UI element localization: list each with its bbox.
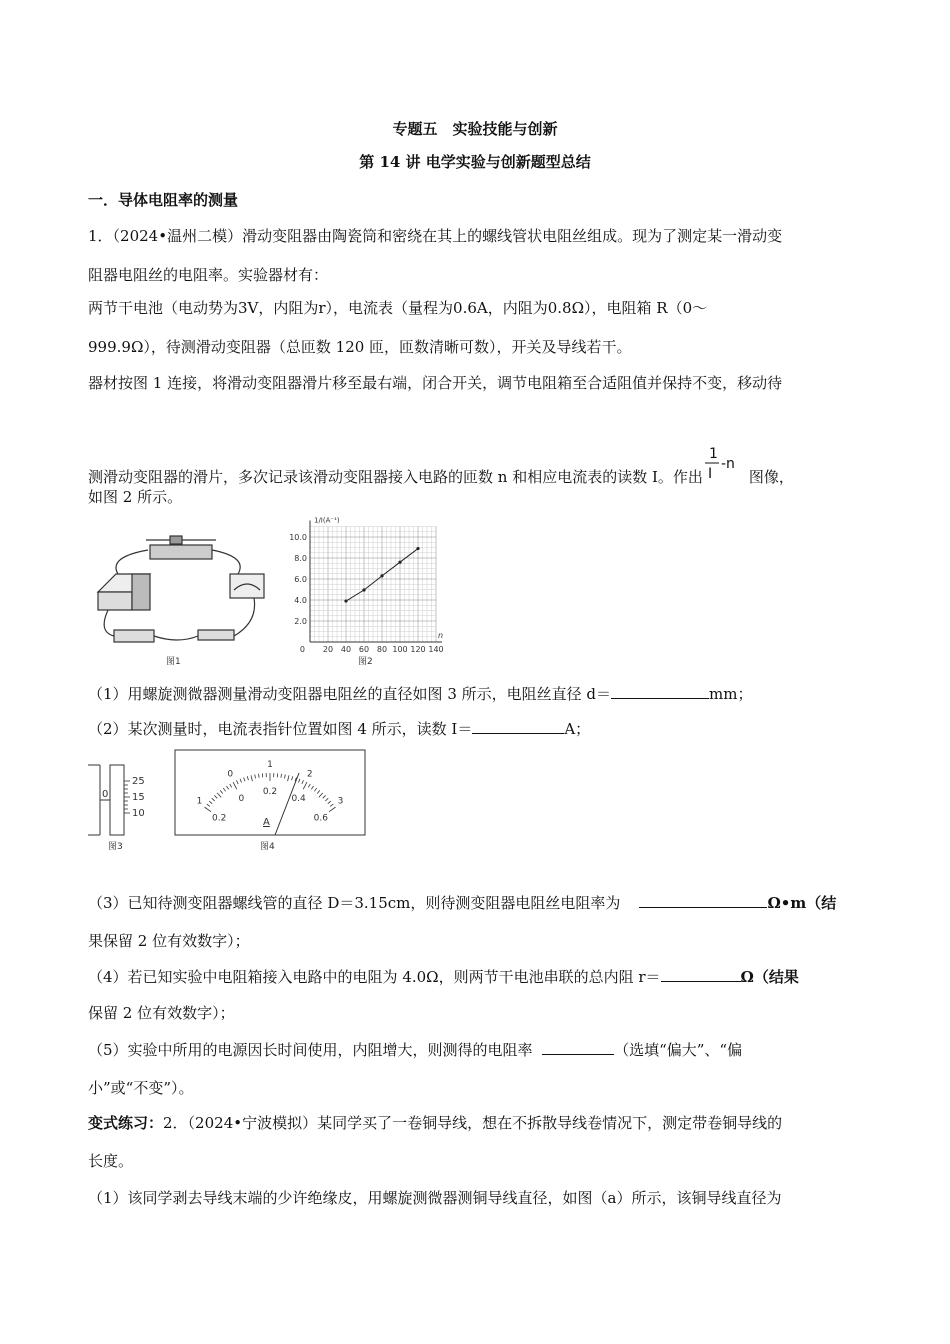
sub2-unit: A；: [564, 720, 591, 738]
q1-sub1: [88, 683, 752, 704]
dial-top-label: 1: [267, 760, 273, 770]
q1-sub4-cont: 保留 2 位有效数字）；: [88, 1004, 235, 1022]
sub4-text: （4）若已知实验中电阻箱接入电路中的电阻为 4.0Ω，则两节干电池串联的总内阻 r＝: [88, 968, 661, 986]
chart-fig2: [289, 517, 443, 655]
resistance-box: [114, 630, 154, 642]
q1-line4: 999.9Ω），待测滑动变阻器（总匝数 120 匝，匝数清晰可数），开关及导线若干。: [88, 338, 632, 356]
dial-inner-label: 0: [238, 794, 245, 805]
q2-line2: 长度。: [88, 1152, 134, 1170]
fig4-caption: 图4: [260, 842, 275, 852]
q1-sub3-cont: 果保留 2 位有效数字）；: [88, 932, 250, 950]
dial-tick: [204, 807, 211, 812]
x-tick-label: 60: [358, 645, 370, 654]
lecture-title: 第 14 讲 电学实验与创新题型总结: [359, 153, 591, 171]
micrometer-tick-10: 10: [132, 808, 145, 819]
dial-tick: [325, 798, 328, 801]
q1-line6: [88, 444, 794, 490]
q1-sub2: [88, 718, 590, 739]
fraction-glyph: [703, 444, 749, 490]
dial-tick: [247, 776, 248, 780]
section-heading: 一．导体电阻率的测量: [88, 191, 239, 209]
q1-line6-text: 测滑动变阻器的滑片，多次记录该滑动变阻器接入电路的匝数 n 和相应电流表的读数 I。作出: [88, 468, 703, 486]
y-tick-label: 2.0: [294, 617, 307, 626]
figure-1-2-svg: [88, 512, 448, 672]
q1-line2: 阻器电阻丝的电阻率。实验器材有：: [88, 266, 329, 284]
fraction-tail: -n: [720, 456, 735, 472]
ammeter: [230, 574, 264, 598]
dial-tick: [217, 793, 221, 798]
answer-blank-r[interactable]: [661, 967, 741, 982]
dial-inner-label: 0.2: [212, 813, 227, 824]
fraction-numerator: 1: [708, 446, 718, 462]
dial-inner-label: 0.6: [313, 813, 328, 824]
dial-tick: [226, 786, 228, 789]
x-axis-label: n: [438, 631, 444, 640]
figures-1-2: [88, 512, 448, 676]
sub5-text: （5）实验中所用的电源因长时间使用，内阻增大，则测得的电阻率: [88, 1041, 533, 1059]
dial-tick: [323, 795, 326, 798]
q1-sub5-cont: 小”或“不变”）。: [88, 1079, 194, 1097]
x-tick-label: 80: [376, 645, 388, 654]
answer-blank-d[interactable]: [611, 684, 709, 699]
dial-tick: [230, 784, 232, 787]
dial-top-label: 1: [196, 796, 203, 807]
data-point: [398, 561, 401, 564]
q2-line3: （1）该同学剥去导线末端的少许绝缘皮，用螺旋测微器测铜导线直径，如图（a）所示，该铜导线直径为: [88, 1189, 782, 1207]
sub2-text: （2）某次测量时，电流表指针位置如图 4 所示，读数 I＝: [88, 720, 473, 738]
fraction-denominator: I: [707, 466, 713, 482]
q1-line6-tail: 图像，: [748, 468, 794, 486]
q2-label: 变式练习：: [88, 1114, 164, 1132]
y-axis-label: 1/I(A⁻¹): [314, 516, 340, 525]
fraction-1-over-I: [703, 444, 749, 490]
ammeter-unit: A: [263, 817, 270, 828]
x-tick-label: 20: [322, 645, 334, 654]
fig1-caption: 图1: [166, 657, 181, 667]
micrometer-tick-15: 15: [132, 792, 145, 803]
q1-line3: 两节干电池（电动势为3V，内阻为r），电流表（量程为0.6A，内阻为0.8Ω），电阻箱 R（0～: [88, 299, 708, 317]
y-tick-label: 6.0: [294, 575, 307, 584]
q1-sub3: [88, 892, 836, 913]
answer-blank-rho[interactable]: [639, 893, 767, 908]
dial-tick: [214, 795, 217, 798]
dial-inner-label: 0.4: [291, 794, 306, 805]
dial-tick: [212, 798, 215, 801]
micrometer: [88, 765, 130, 835]
dial-tick: [298, 779, 299, 783]
data-point: [344, 599, 347, 602]
dial-tick: [255, 774, 256, 778]
y-tick-label: 10.0: [289, 533, 307, 542]
ammeter-dial: [175, 750, 365, 835]
x-tick-label: 140: [428, 645, 444, 654]
x-tick-label: 100: [392, 645, 408, 654]
dial-tick: [251, 775, 252, 781]
figure-3-4-svg: [88, 745, 378, 860]
dial-tick: [317, 790, 319, 793]
dial-tick: [303, 782, 307, 789]
dial-inner-label: 0.2: [262, 787, 278, 797]
q2-line1-text: 2．（2024•宁波模拟）某同学买了一卷铜导线，想在不拆散导线卷情况下，测定带卷铜导线的: [163, 1114, 783, 1132]
dial-tick: [314, 788, 316, 791]
q1-line5: 器材按图 1 连接，将滑动变阻器滑片移至最右端，闭合开关，调节电阻箱至合适阻值并保持不变，移动待: [88, 374, 783, 392]
dial-tick: [302, 780, 304, 784]
dial-tick: [288, 775, 289, 781]
dial-tick: [259, 774, 260, 778]
dial-tick: [292, 776, 293, 780]
sub3-text: （3）已知待测变阻器螺线管的直径 D＝3.15cm，则待测变阻器电阻丝电阻率为: [88, 894, 621, 912]
q1-line7: 如图 2 所示。: [88, 488, 183, 506]
sub3-unit: Ω•m（结: [767, 894, 837, 912]
data-point: [380, 574, 383, 577]
page-title: 专题五 实验技能与创新: [392, 120, 558, 138]
dial-tick: [311, 786, 313, 789]
micrometer-tick-25: 25: [132, 776, 145, 787]
q1-sub5: [88, 1039, 742, 1060]
y-tick-label: 4.0: [294, 596, 307, 605]
answer-blank-I[interactable]: [472, 719, 564, 734]
dial-top-label: 0: [227, 769, 234, 780]
circuit-diagram: [98, 536, 264, 642]
dial-tick: [220, 790, 222, 793]
y-tick-label: 8.0: [294, 554, 307, 563]
q1-line1: 1．（2024•温州二模）滑动变阻器由陶瓷筒和密绕在其上的螺线管状电阻丝组成。现为了测定某一滑动变: [88, 227, 783, 245]
x-tick-label: 120: [410, 645, 426, 654]
dial-tick: [330, 804, 333, 806]
fig3-caption: 图3: [108, 842, 123, 852]
data-point: [416, 547, 419, 550]
dial-tick: [209, 801, 212, 804]
dial-tick: [223, 788, 225, 791]
dial-tick: [281, 774, 282, 778]
dial-tick: [244, 777, 245, 781]
dial-tick: [237, 780, 239, 784]
dial-tick: [285, 774, 286, 778]
answer-blank-bias[interactable]: [542, 1040, 614, 1055]
rheostat: [150, 545, 212, 559]
dial-tick: [233, 782, 237, 789]
sub4-unit: Ω（结果: [740, 968, 799, 986]
switch: [198, 630, 234, 640]
sub1-unit: mm；: [709, 685, 753, 703]
dial-tick: [329, 807, 336, 812]
origin-label: 0: [299, 645, 305, 654]
q1-sub4: [88, 966, 799, 987]
dial-tick: [207, 804, 210, 806]
fig2-caption: 图2: [358, 657, 373, 667]
dial-tick: [328, 801, 331, 804]
q2-line1: [88, 1112, 782, 1133]
dial-tick: [308, 784, 310, 787]
sub5-options: （选填“偏大”、“偏: [614, 1041, 743, 1059]
x-tick-label: 40: [340, 645, 352, 654]
dial-top-label: 2: [306, 769, 313, 780]
dial-tick: [319, 793, 323, 798]
dial-tick: [240, 779, 241, 783]
dial-top-label: 3: [337, 796, 344, 807]
figures-3-4: [88, 745, 378, 864]
micrometer-zero: 0: [102, 789, 109, 800]
sub1-text: （1）用螺旋测微器测量滑动变阻器电阻丝的直径如图 3 所示，电阻丝直径 d＝: [88, 685, 611, 703]
data-point: [362, 588, 365, 591]
